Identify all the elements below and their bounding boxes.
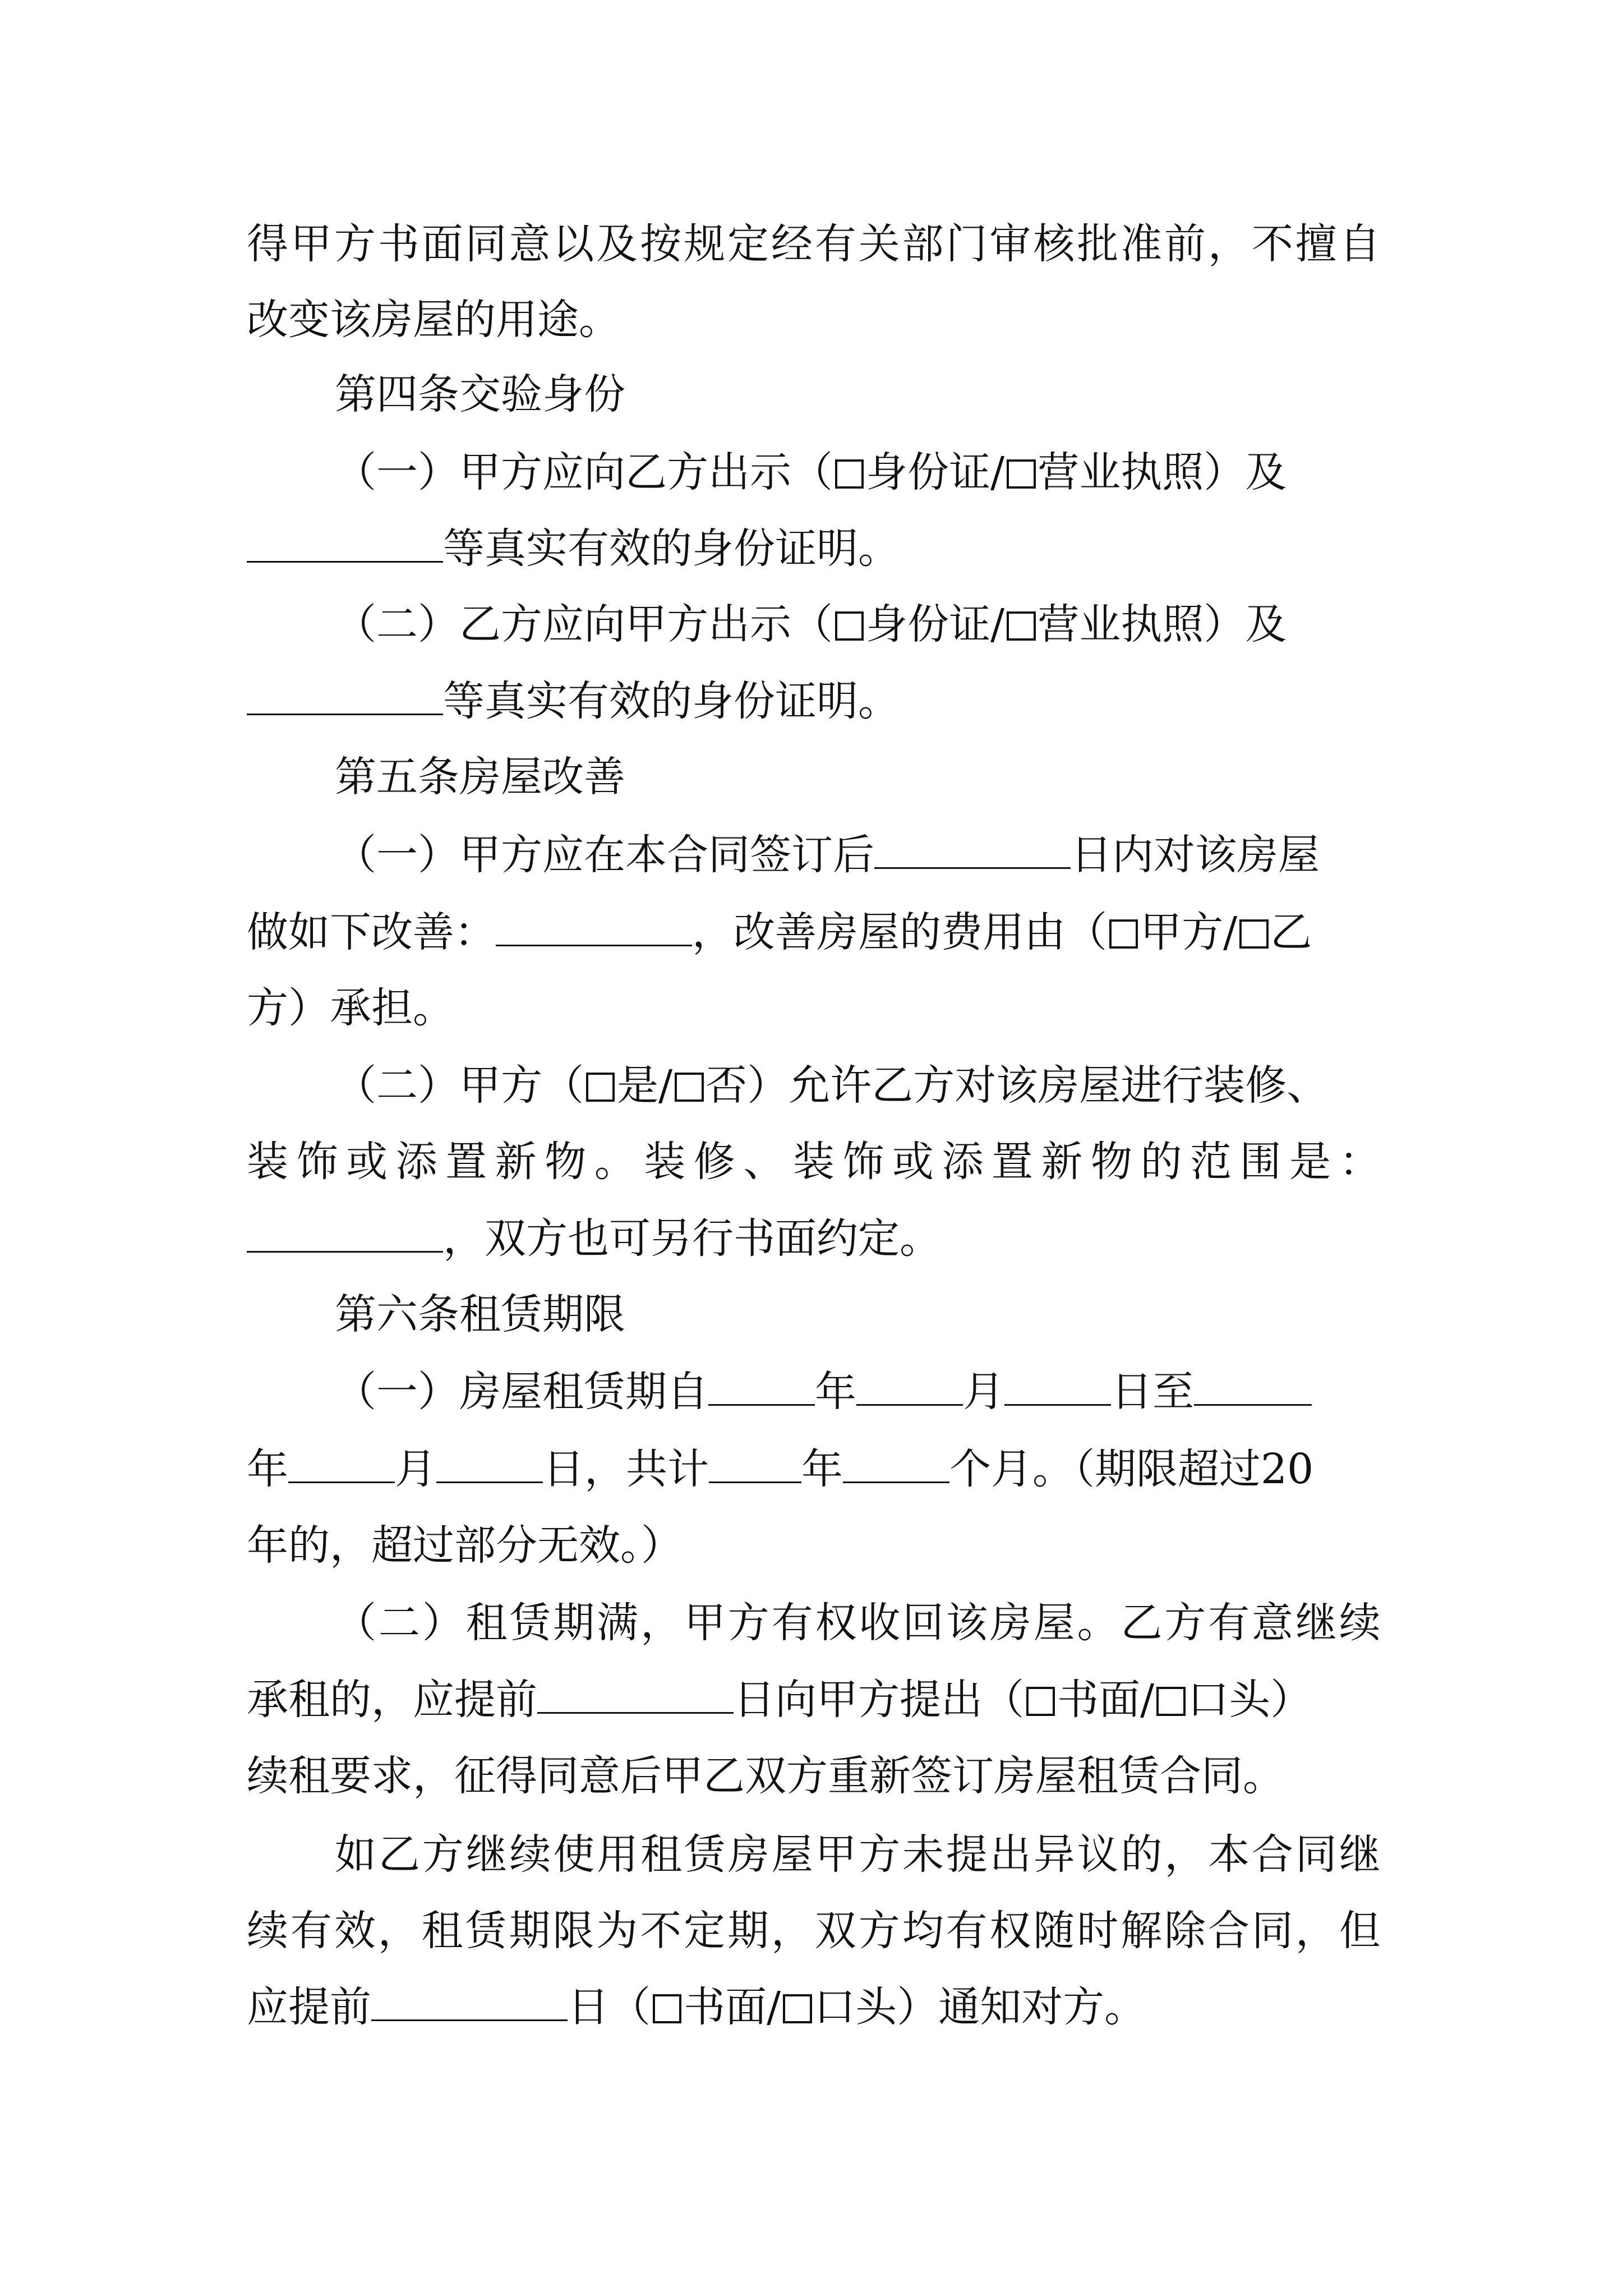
line-char: 租: [465, 1599, 508, 1647]
line-char: 房: [989, 1599, 1031, 1647]
line-char: 方: [859, 1830, 901, 1879]
line-char: 自: [1339, 220, 1381, 268]
line-text: （二）乙方应向甲方出示（: [335, 600, 833, 648]
blank-field[interactable]: [874, 830, 1071, 869]
line-char: ，: [377, 1907, 419, 1955]
line-char: 物: [545, 1138, 587, 1186]
line-text: 日，共计: [543, 1445, 709, 1493]
line-char: 甲: [290, 220, 332, 268]
line-char: 新: [1041, 1138, 1083, 1186]
line-char: 乙: [1121, 1599, 1163, 1647]
checkbox[interactable]: [653, 1994, 682, 2023]
line-text: 承租的，应提前: [247, 1676, 537, 1724]
line-text: 年: [801, 1445, 843, 1493]
line-text: 月: [963, 1368, 1004, 1416]
line-text: 日至: [1111, 1368, 1194, 1416]
blank-field[interactable]: [1004, 1366, 1111, 1406]
line-char: ：: [1339, 1138, 1381, 1186]
line-char: 续: [1339, 1599, 1381, 1647]
line-text: （一）甲方应在本合同签订后: [335, 831, 874, 879]
line-text: 等真实有效的身份证明。: [443, 524, 900, 573]
line-char: 有: [814, 220, 856, 268]
line-char: 方: [1164, 1599, 1206, 1647]
line-char: 期: [553, 1599, 595, 1647]
line-char: 为: [596, 1907, 638, 1955]
line-text: 书面/: [684, 1983, 781, 2031]
checkbox[interactable]: [586, 1073, 615, 1102]
text-line: [247, 980, 454, 1036]
line-text: 年: [247, 1445, 288, 1493]
line-text: 甲方/: [1140, 908, 1238, 956]
line-char: ，: [771, 1907, 813, 1955]
line-text: 营业执照）及: [1038, 600, 1287, 648]
line-text: 日内对该房屋: [1071, 831, 1320, 879]
checkbox[interactable]: [1007, 459, 1036, 489]
line-char: 期: [509, 1907, 551, 1955]
line-char: 不: [1251, 220, 1293, 268]
line-char: 限: [552, 1907, 594, 1955]
line-char: 满: [597, 1599, 639, 1647]
line-char: 置: [991, 1138, 1033, 1186]
line-char: 除: [1164, 1907, 1206, 1955]
line-char: 围: [1239, 1138, 1281, 1186]
line-text: 日向甲方提出（: [734, 1676, 1024, 1724]
line-text: 乙: [1270, 908, 1312, 956]
blank-field[interactable]: [708, 1366, 815, 1406]
line-char: 审: [989, 220, 1031, 268]
line-char: 时: [1077, 1907, 1119, 1955]
line-char: 擅: [1295, 220, 1337, 268]
text-line: [247, 521, 900, 577]
line-char: 添: [942, 1138, 984, 1186]
blank-field[interactable]: [371, 1982, 568, 2021]
line-text: 身份证/: [866, 600, 1005, 648]
line-char: 二: [378, 1599, 420, 1647]
text-line: [335, 596, 1287, 652]
line-char: 方: [727, 1599, 769, 1647]
checkbox[interactable]: [1156, 1687, 1186, 1716]
line-char: 同: [465, 220, 507, 268]
line-char: 置: [445, 1138, 487, 1186]
line-text: 年: [815, 1368, 856, 1416]
line-char: 或: [346, 1138, 388, 1186]
line-char: 方: [858, 1907, 900, 1955]
line-text: （一）房屋租赁期自: [335, 1368, 708, 1416]
checkbox[interactable]: [1239, 919, 1269, 949]
line-char: 的: [1121, 1830, 1163, 1879]
text-line: [335, 827, 1320, 883]
line-char: 甲: [815, 1830, 857, 1879]
blank-field[interactable]: [537, 1674, 734, 1714]
blank-field[interactable]: [496, 907, 692, 946]
text-line: [247, 1672, 1312, 1728]
line-char: 范: [1190, 1138, 1232, 1186]
line-char: 饰: [842, 1138, 884, 1186]
line-char: 装: [792, 1138, 834, 1186]
line-text: 改变该房屋的用途。: [247, 296, 620, 344]
blank-field[interactable]: [856, 1366, 963, 1406]
line-char: ，: [1164, 1830, 1206, 1879]
text-line: [247, 1441, 1313, 1497]
blank-field[interactable]: [843, 1444, 949, 1483]
line-char: 添: [395, 1138, 437, 1186]
line-char: 赁: [509, 1599, 551, 1647]
line-char: 乙: [378, 1830, 420, 1879]
line-char: 以: [552, 220, 594, 268]
line-char: 的: [1140, 1138, 1182, 1186]
line-char: 及: [596, 220, 638, 268]
line-text: 口头）: [1187, 1676, 1312, 1724]
line-char: 本: [1208, 1830, 1250, 1879]
section-heading-article-5: [335, 749, 625, 805]
checkbox[interactable]: [835, 459, 864, 489]
blank-field[interactable]: [247, 523, 443, 563]
line-text: 身份证/: [866, 448, 1005, 496]
line-text: 年的，超过部分无效。）: [247, 1521, 683, 1570]
line-char: 有: [1208, 1599, 1250, 1647]
checkbox[interactable]: [783, 1994, 812, 2023]
line-char: 租: [640, 1830, 683, 1879]
line-text: 口头）通知对方。: [814, 1983, 1146, 2031]
line-char: 部: [902, 220, 944, 268]
line-char: 。: [594, 1138, 636, 1186]
heading-text: 第四条交验身份: [335, 370, 625, 418]
line-char: 新: [495, 1138, 537, 1186]
blank-field[interactable]: [1194, 1366, 1312, 1406]
line-text: 方）承担。: [247, 984, 454, 1032]
line-text: 日（: [568, 1983, 651, 2031]
line-char: 收: [859, 1599, 901, 1647]
line-char: 同: [1251, 1907, 1293, 1955]
line-char: 意: [1252, 1599, 1294, 1647]
line-char: 异: [1033, 1830, 1075, 1879]
line-char: 租: [421, 1907, 463, 1955]
line-char: 效: [334, 1907, 376, 1955]
text-line: [247, 673, 900, 729]
line-char: 继: [1339, 1830, 1381, 1879]
text-line: [247, 292, 620, 348]
line-char: 续: [509, 1830, 551, 1879]
text-line: [335, 1057, 1328, 1114]
line-char: 该: [946, 1599, 988, 1647]
line-char: 合: [1207, 1907, 1249, 1955]
line-char: 面: [421, 220, 463, 268]
line-char: 装: [247, 1138, 288, 1186]
text-line: [247, 904, 1312, 960]
line-char: 定: [727, 220, 769, 268]
line-text: 否）允许乙方对该房屋进行装修、: [706, 1061, 1329, 1110]
line-char: 继: [465, 1830, 508, 1879]
line-char: ，: [1295, 1907, 1337, 1955]
line-char: 按: [640, 220, 682, 268]
line-char: 赁: [684, 1830, 726, 1879]
line-char: 修: [693, 1138, 735, 1186]
line-char: 有: [290, 1907, 332, 1955]
checkbox[interactable]: [1007, 611, 1036, 641]
line-char: 屋: [771, 1830, 813, 1879]
line-char: 如: [335, 1830, 376, 1879]
line-char: 物: [1091, 1138, 1133, 1186]
line-char: 回: [902, 1599, 944, 1647]
line-text: 个月。（期限超过20: [949, 1445, 1314, 1493]
line-char: 赁: [465, 1907, 507, 1955]
line-char: 方: [334, 220, 376, 268]
line-char: 有: [946, 1907, 988, 1955]
text-line: [335, 1826, 1381, 1883]
line-char: 方: [422, 1830, 464, 1879]
line-char: 经: [771, 220, 813, 268]
line-text: （二）甲方（: [335, 1061, 584, 1110]
line-char: 书: [377, 220, 419, 268]
line-char: 随: [1033, 1907, 1075, 1955]
line-char: 继: [1295, 1599, 1337, 1647]
line-text: 月: [395, 1445, 436, 1493]
line-text: 应提前: [247, 1983, 371, 2031]
line-char: 合: [1252, 1830, 1294, 1879]
line-char: 不: [640, 1907, 682, 1955]
line-char: 关: [858, 220, 900, 268]
line-char: （: [335, 1599, 376, 1647]
blank-field[interactable]: [247, 676, 443, 715]
line-char: 甲: [684, 1599, 726, 1647]
checkbox[interactable]: [675, 1073, 704, 1102]
line-char: 、: [743, 1138, 785, 1186]
text-line: [247, 1134, 1381, 1190]
line-char: 核: [1033, 220, 1075, 268]
line-char: 同: [1295, 1830, 1337, 1879]
line-char: 或: [892, 1138, 934, 1186]
blank-field[interactable]: [436, 1444, 543, 1483]
line-char: 意: [509, 220, 551, 268]
line-char: 权: [989, 1907, 1031, 1955]
line-char: 房: [727, 1830, 769, 1879]
checkbox[interactable]: [1109, 919, 1138, 949]
line-char: 议: [1077, 1830, 1119, 1879]
line-char: 门: [946, 220, 988, 268]
line-char: 提: [946, 1830, 988, 1879]
line-char: 得: [247, 220, 288, 268]
line-char: 前: [1164, 220, 1206, 268]
line-text: 等真实有效的身份证明。: [443, 677, 900, 725]
line-char: 未: [902, 1830, 944, 1879]
line-char: 期: [727, 1907, 769, 1955]
line-text: 是/: [617, 1061, 673, 1110]
text-line: [247, 1211, 941, 1267]
line-char: 均: [902, 1907, 944, 1955]
line-char: 定: [684, 1907, 726, 1955]
text-line: [247, 1979, 1146, 2035]
section-heading-article-4: [335, 366, 625, 422]
line-char: 是: [1289, 1138, 1331, 1186]
text-line: [247, 1748, 1284, 1804]
blank-field[interactable]: [288, 1444, 395, 1483]
line-text: 营业执照）及: [1038, 448, 1287, 496]
line-text: ，双方也可另行书面约定。: [443, 1214, 941, 1263]
line-char: 续: [247, 1907, 288, 1955]
text-line: [247, 216, 1381, 272]
line-char: 权: [815, 1599, 857, 1647]
line-char: 但: [1339, 1907, 1381, 1955]
line-char: 规: [684, 220, 726, 268]
line-text: 做如下改善：: [247, 908, 496, 956]
line-char: ，: [1207, 220, 1249, 268]
line-char: 解: [1121, 1907, 1163, 1955]
line-char: 使: [553, 1830, 595, 1879]
text-line: [247, 1517, 683, 1573]
line-text: ，改善房屋的费用由（: [692, 908, 1107, 956]
line-char: ，: [640, 1599, 683, 1647]
line-char: ）: [422, 1599, 464, 1647]
line-text: 续租要求，征得同意后甲乙双方重新签订房屋租赁合同。: [247, 1752, 1284, 1800]
line-char: 双: [814, 1907, 856, 1955]
line-char: 批: [1077, 220, 1119, 268]
blank-field[interactable]: [247, 1213, 443, 1253]
blank-field[interactable]: [709, 1444, 801, 1483]
heading-text: 第六条租赁期限: [335, 1290, 625, 1338]
text-line: [335, 1364, 1312, 1420]
text-line: [335, 444, 1287, 500]
line-char: 饰: [296, 1138, 338, 1186]
line-char: 。: [1077, 1599, 1119, 1647]
line-text: （一）甲方应向乙方出示（: [335, 448, 833, 496]
checkbox[interactable]: [1026, 1687, 1055, 1716]
line-char: 屋: [1033, 1599, 1075, 1647]
checkbox[interactable]: [835, 611, 864, 641]
section-heading-article-6: [335, 1286, 625, 1342]
text-line: [247, 1903, 1381, 1959]
line-char: 准: [1121, 220, 1163, 268]
line-text: 书面/: [1057, 1676, 1155, 1724]
line-char: 出: [989, 1830, 1031, 1879]
line-char: 有: [771, 1599, 813, 1647]
heading-text: 第五条房屋改善: [335, 753, 625, 801]
text-line: [335, 1595, 1381, 1651]
line-char: 用: [597, 1830, 639, 1879]
line-char: 装: [644, 1138, 686, 1186]
